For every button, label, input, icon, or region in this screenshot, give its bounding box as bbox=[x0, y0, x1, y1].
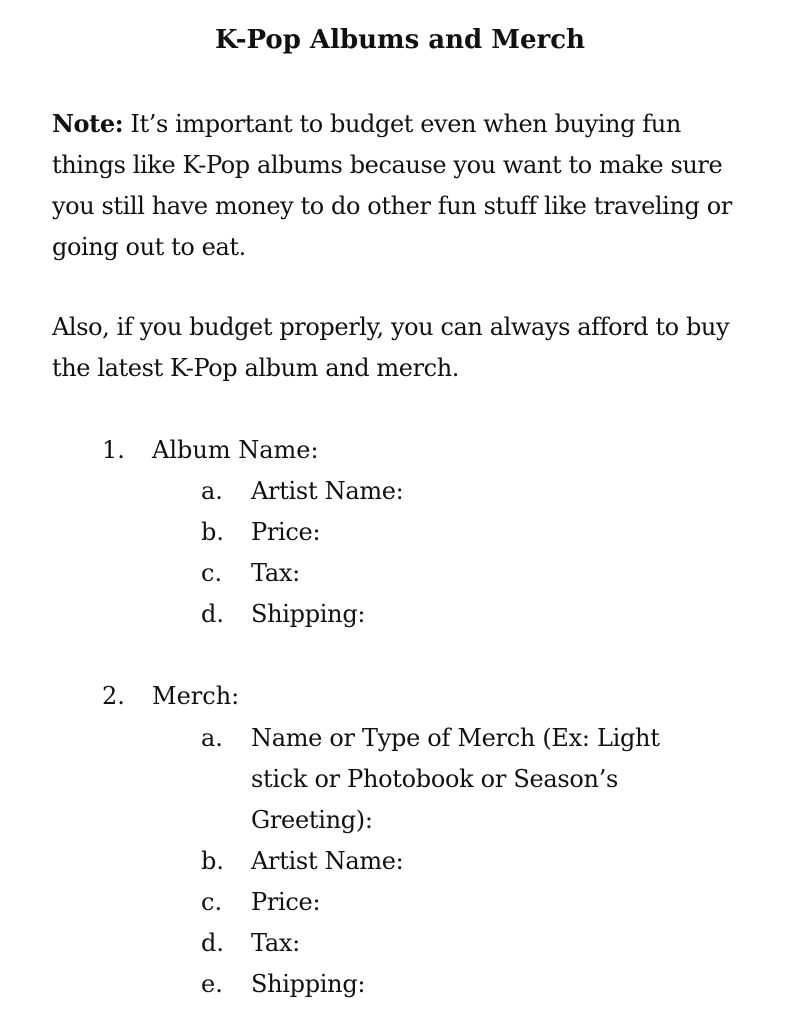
sub-item-letter: b. bbox=[201, 847, 224, 875]
sub-item-text: Price: bbox=[251, 888, 321, 916]
sub-item-letter: c. bbox=[201, 559, 223, 587]
sub-item-text: Shipping: bbox=[251, 970, 366, 998]
sub-item-letter: c. bbox=[201, 888, 223, 916]
sub-item bbox=[0, 964, 800, 1005]
sub-item-letter: a. bbox=[201, 724, 223, 752]
sub-item-text: Tax: bbox=[251, 929, 300, 957]
sub-item-letter: d. bbox=[201, 929, 224, 957]
sub-item-text: Tax: bbox=[251, 559, 300, 587]
sub-item-letter: e. bbox=[201, 970, 223, 998]
sub-item-text: Price: bbox=[251, 518, 321, 546]
sub-item-text: Shipping: bbox=[251, 600, 366, 628]
sub-item bbox=[0, 553, 800, 594]
budget-paragraph: Also, if you budget properly, you can always afford to buy the latest K-Pop album and merch. bbox=[52, 313, 730, 382]
document-title: K-Pop Albums and Merch bbox=[215, 25, 585, 55]
sub-item-letter: d. bbox=[201, 600, 224, 628]
sub-item bbox=[0, 512, 800, 553]
note-paragraph bbox=[52, 103, 752, 268]
sub-item bbox=[0, 923, 800, 964]
sub-item bbox=[0, 882, 800, 923]
sub-item-text: Artist Name: bbox=[251, 477, 404, 505]
sub-item bbox=[0, 594, 800, 635]
sub-item bbox=[0, 841, 800, 882]
list-number: 2. bbox=[102, 682, 125, 710]
note-label: Note: bbox=[52, 109, 124, 138]
sub-item-text: Name or Type of Merch (Ex: Light stick or Photobook or Season’s Greeting): bbox=[251, 724, 660, 834]
note-text: It’s important to budget even when buying fun things like K-Pop albums because you want to make sure you still have money to do other fun stuff like traveling or going out to eat. bbox=[52, 110, 732, 261]
sub-item bbox=[0, 471, 800, 512]
sub-item-letter: a. bbox=[201, 477, 223, 505]
sub-item-letter: b. bbox=[201, 518, 224, 546]
list-number: 1. bbox=[102, 436, 125, 464]
sub-item-text: Artist Name: bbox=[251, 847, 404, 875]
list-label: Merch: bbox=[152, 682, 240, 710]
sub-item bbox=[0, 718, 800, 841]
list-label: Album Name: bbox=[152, 436, 319, 464]
